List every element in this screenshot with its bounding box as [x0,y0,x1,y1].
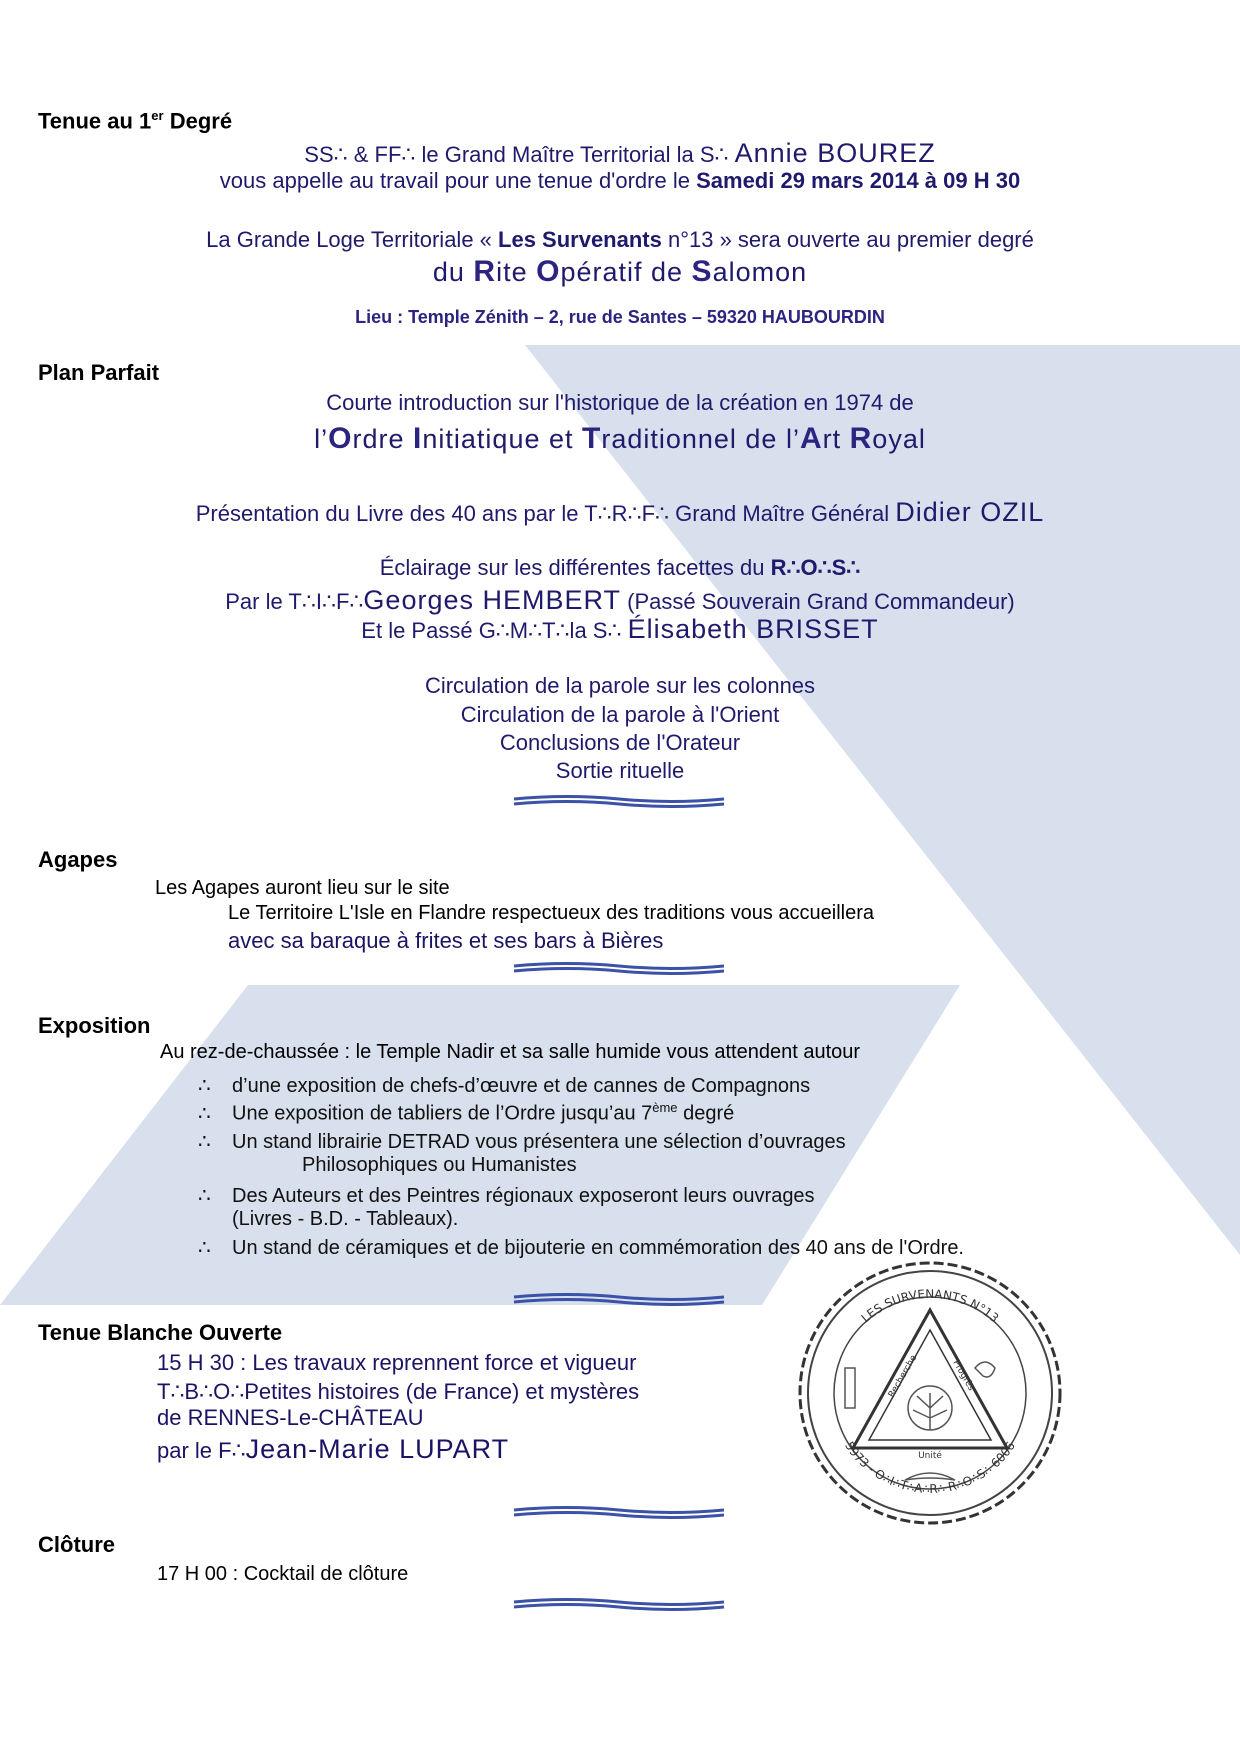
svg-text:LES SURVENANTS N°13: LES SURVENANTS N°13 [858,1286,1002,1326]
loge-line: La Grande Loge Territoriale « Les Survenants n°13 » sera ouverte au premier degré [206,227,1034,252]
wave-divider [512,1505,726,1519]
brisset-line: Et le Passé G∴M∴T∴la S∴ Élisabeth BRISSET [361,614,879,644]
convocation-line: SS∴ & FF∴ le Grand Maître Territorial la S∴ Annie BOUREZ [304,138,936,168]
svg-text:5973 - O∴I∴T∴A∴R∴ R∴O∴S∴ 6006: 5973 - O∴I∴T∴A∴R∴ R∴O∴S∴ 6006 [842,1439,1018,1497]
svg-text:Recherche: Recherche [886,1353,920,1400]
section-heading-tenue-blanche: Tenue Blanche Ouverte [38,1320,283,1345]
therefore-bullet-icon: ∴ [198,1185,211,1207]
therefore-bullet-icon: ∴ [198,1131,211,1153]
agapes-line-3: avec sa baraque à frites et ses bars à Bières [228,928,664,953]
therefore-bullet-icon: ∴ [198,1075,211,1097]
cloture-line: 17 H 00 : Cocktail de clôture [157,1563,409,1585]
section-heading-tenue: Tenue au 1er Degré [38,108,233,134]
therefore-bullet-icon: ∴ [198,1237,211,1259]
conclusions-orateur: Conclusions de l'Orateur [499,730,741,755]
therefore-bullet-icon: ∴ [198,1102,211,1125]
exposition-intro: Au rez-de-chaussée : le Temple Nadir et sa salle humide vous attendent autour [160,1041,861,1063]
invitation-date-line: vous appelle au travail pour une tenue d'ordre le Samedi 29 mars 2014 à 09 H 30 [219,168,1021,193]
wave-divider [512,1597,726,1611]
lodge-seal-logo [795,1258,1065,1528]
livre-line: Présentation du Livre des 40 ans par le T∴R∴F∴ Grand Maître Général Didier OZIL [195,497,1045,527]
exposition-bullet-continuation: Philosophiques ou Humanistes [302,1154,577,1176]
ordre-title: l’Ordre Initiatique et Traditionnel de l’Art Royal [314,422,926,455]
lieu-line: Lieu : Temple Zénith – 2, rue de Santes – 59320 HAUBOURDIN [355,307,885,327]
plan-intro: Courte introduction sur l'historique de la création en 1974 de [326,390,914,415]
tenue-blanche-line-4: par le F∴Jean-Marie LUPART [157,1434,510,1464]
tenue-blanche-line-3: de RENNES-Le-CHÂTEAU [157,1405,424,1430]
agapes-line-1: Les Agapes auront lieu sur le site [155,877,450,899]
agapes-line-2: Le Territoire L'Isle en Flandre respectueux des traditions vous accueillera [228,902,875,924]
exposition-bullet: ∴ d’une exposition de chefs-d’œuvre et de cannes de Compagnons [198,1075,811,1097]
circulation-colonnes: Circulation de la parole sur les colonnes [424,673,816,698]
exposition-bullet: ∴ Un stand de céramiques et de bijouterie en commémoration des 40 ans de l'Ordre. [198,1237,964,1259]
exposition-bullet: ∴ Un stand librairie DETRAD vous présentera une sélection d’ouvrages [198,1131,846,1153]
wave-divider [512,794,726,808]
eclairage-line: Éclairage sur les différentes facettes du R∴O∴S∴ [379,555,861,580]
section-heading-agapes: Agapes [38,847,118,872]
exposition-bullet: ∴ Une exposition de tabliers de l’Ordre jusqu’au 7ème degré [198,1100,735,1125]
tenue-blanche-line-1: 15 H 30 : Les travaux reprennent force et vigueur [157,1350,637,1375]
tenue-blanche-line-2: T∴B∴O∴Petites histoires (de France) et mystères [157,1379,640,1404]
section-heading-cloture: Clôture [38,1532,115,1557]
sortie-rituelle: Sortie rituelle [555,758,685,783]
wave-divider [512,1292,726,1306]
exposition-bullet: ∴ Des Auteurs et des Peintres régionaux exposeront leurs ouvrages [198,1185,815,1207]
circulation-orient: Circulation de la parole à l'Orient [460,702,780,727]
hembert-line: Par le T∴I∴F∴Georges HEMBERT (Passé Souverain Grand Commandeur) [225,585,1015,615]
wave-divider [512,961,726,975]
section-heading-plan: Plan Parfait [38,360,160,385]
section-heading-exposition: Exposition [38,1013,151,1038]
exposition-bullet-continuation: (Livres - B.D. - Tableaux). [232,1208,459,1230]
rite-title: du Rite Opératif de Salomon [432,255,808,288]
svg-text:Progrès: Progrès [950,1358,976,1393]
svg-text:Unité: Unité [918,1451,942,1461]
